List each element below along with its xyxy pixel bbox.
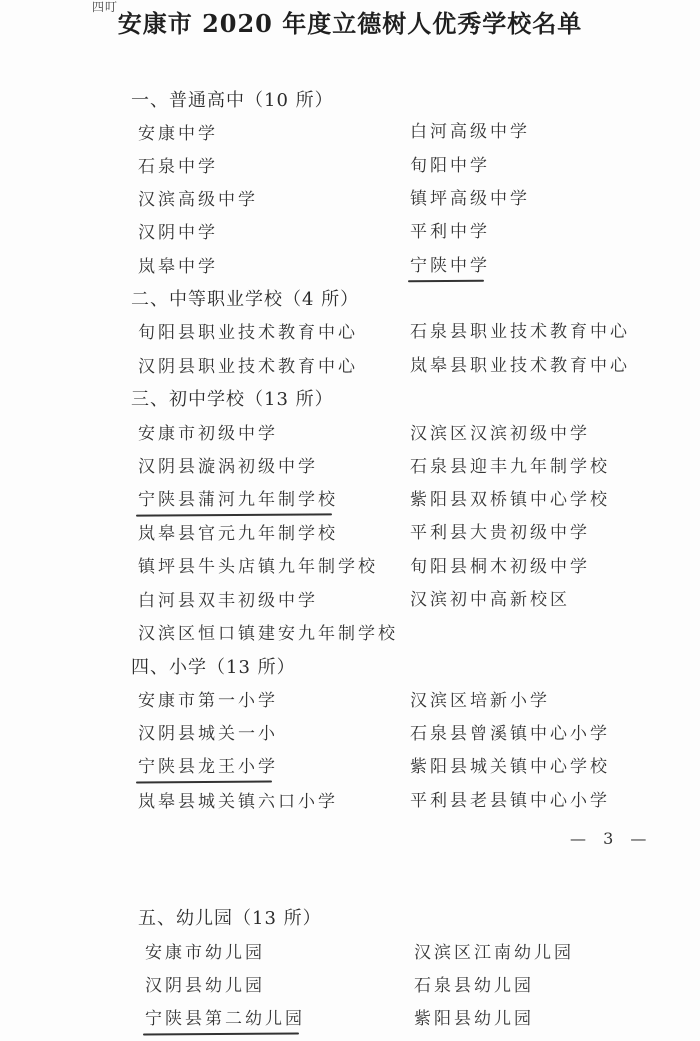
list-item: 汉阴县漩涡初级中学 (138, 457, 318, 477)
list-item-underlined: 宁陕县龙王小学 (138, 752, 278, 777)
list-item: 汉阴县职业技术教育中心 (138, 357, 358, 377)
page-number: — 3 — (570, 829, 653, 848)
list-item: 镇坪高级中学 (410, 189, 530, 209)
list-item: 安康市第一小学 (138, 691, 278, 711)
list-item: 平利县大贵初级中学 (410, 523, 590, 543)
list-item: 旬阳中学 (410, 156, 490, 176)
list-item: 平利中学 (410, 222, 490, 242)
list-item: 旬阳县职业技术教育中心 (138, 323, 358, 343)
section-heading: 三、初中学校（13 所） (131, 389, 334, 410)
list-item-underlined: 宁陕县第二幼儿园 (145, 1004, 305, 1029)
list-item-underlined: 宁陕县蒲河九年制学校 (138, 485, 338, 510)
list-item: 紫阳县幼儿园 (414, 1009, 534, 1029)
list-item: 石泉县幼儿园 (414, 976, 534, 996)
list-item: 旬阳县桐木初级中学 (410, 557, 590, 577)
list-item: 石泉中学 (138, 157, 218, 177)
list-item-underlined: 宁陕中学 (410, 251, 490, 276)
list-item: 汉阴县城关一小 (138, 724, 278, 744)
list-item: 汉阴中学 (138, 223, 218, 243)
corner-mark: 四叮 (92, 0, 119, 14)
list-item: 白河高级中学 (410, 122, 530, 142)
list-item: 石泉县职业技术教育中心 (410, 322, 630, 342)
list-item: 岚皋县职业技术教育中心 (410, 356, 630, 376)
list-item: 岚皋县城关镇六口小学 (138, 792, 338, 812)
list-item: 汉滨高级中学 (138, 190, 258, 210)
list-item: 岚皋县官元九年制学校 (138, 524, 338, 544)
list-item: 汉滨初中高新校区 (410, 590, 570, 610)
document-title: 安康市 2020 年度立德树人优秀学校名单 (117, 9, 583, 38)
list-item: 安康市初级中学 (138, 424, 278, 444)
list-item: 安康市幼儿园 (145, 943, 265, 963)
list-item: 安康中学 (138, 124, 218, 144)
list-item: 白河县双丰初级中学 (138, 591, 318, 611)
list-item: 紫阳县双桥镇中心学校 (410, 490, 610, 510)
list-item: 岚皋中学 (138, 257, 218, 277)
section-heading: 四、小学（13 所） (131, 657, 296, 678)
list-item: 汉阴县幼儿园 (145, 976, 265, 996)
section-heading: 二、中等职业学校（4 所） (131, 289, 360, 310)
list-item: 平利县老县镇中心小学 (410, 791, 610, 811)
list-item: 镇坪县牛头店镇九年制学校 (138, 557, 378, 577)
list-item: 汉滨区江南幼儿园 (414, 943, 574, 963)
list-item: 紫阳县城关镇中心学校 (410, 757, 610, 777)
section-heading: 五、幼儿园（13 所） (138, 908, 322, 929)
list-item: 石泉县迎丰九年制学校 (410, 457, 610, 477)
section-heading: 一、普通高中（10 所） (131, 90, 334, 111)
list-item: 汉滨区汉滨初级中学 (410, 424, 590, 444)
list-item: 石泉县曾溪镇中心小学 (410, 724, 610, 744)
list-item: 汉滨区恒口镇建安九年制学校 (138, 624, 398, 644)
list-item: 汉滨区培新小学 (410, 691, 550, 711)
